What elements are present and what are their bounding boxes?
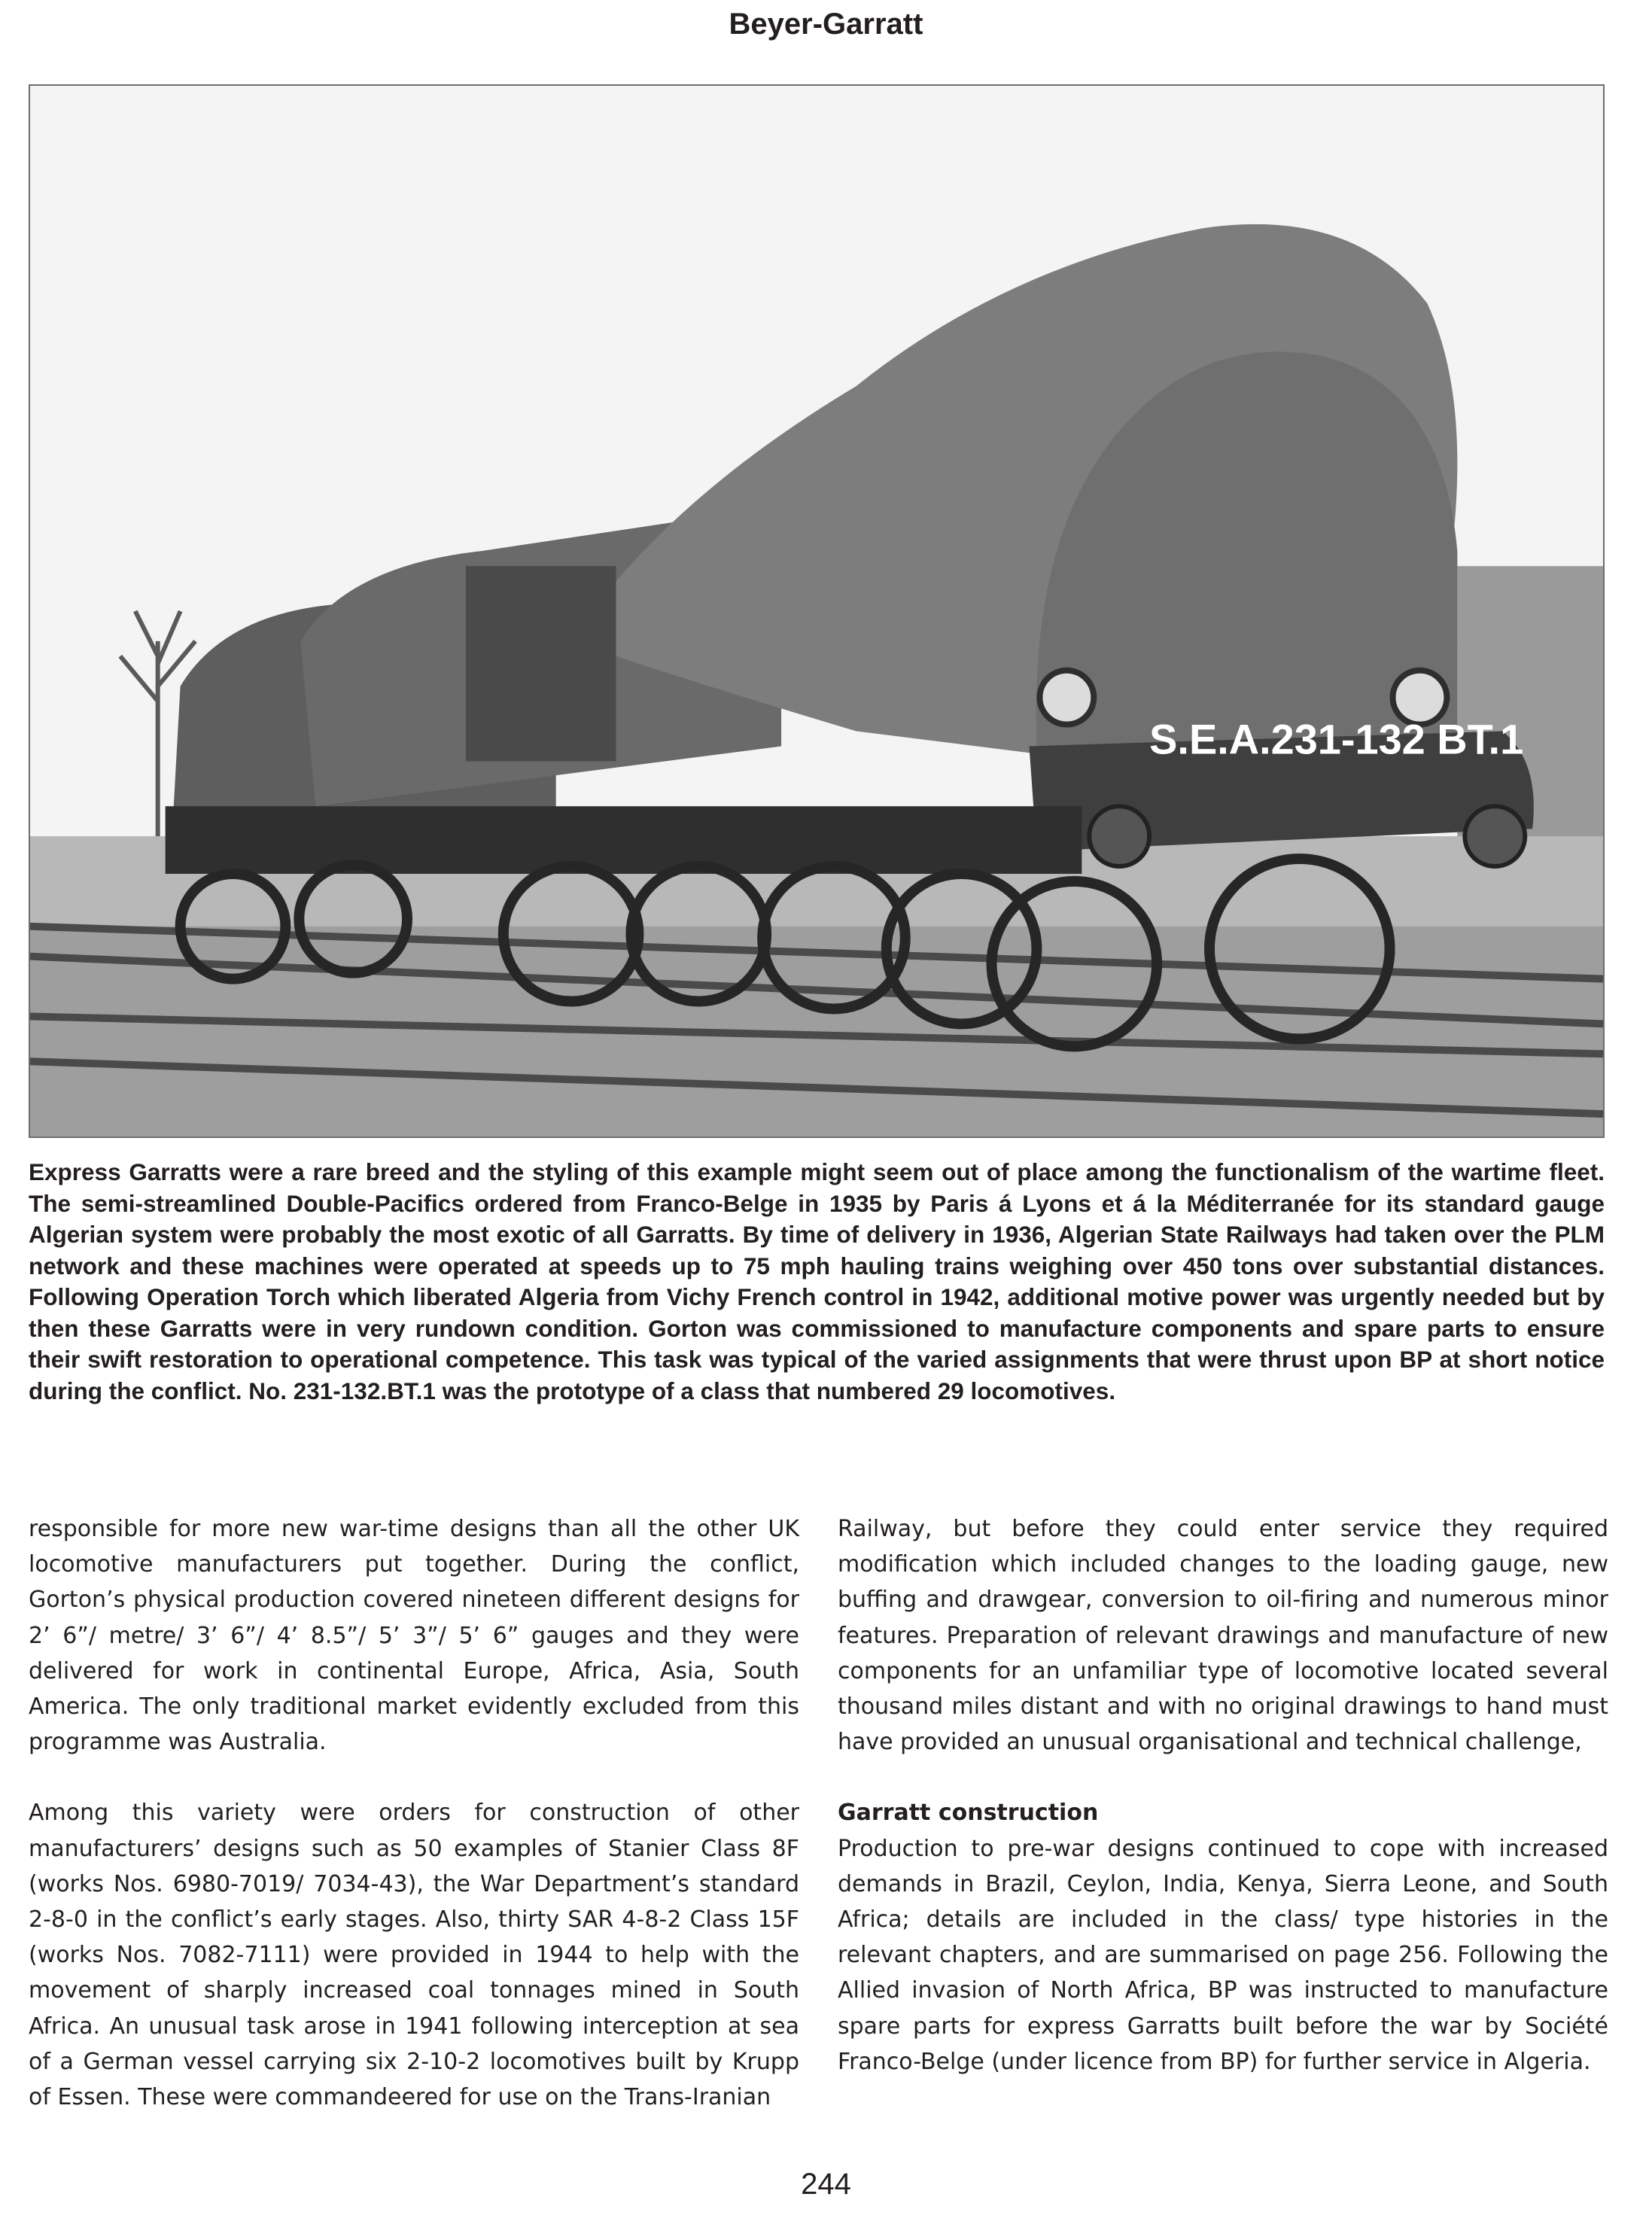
section-heading: Garratt construction: [838, 1800, 1099, 1827]
right-paragraph-1: Railway, but before they could enter service they required modification which included changes to the loading gauge, new buffing and drawgear, conversion to oil-firing and numerous minor features. Preparation of relevant drawings and manufacture of new components for an unfamiliar type of locomotive located several thousand miles distant and with no original drawings to hand must have provided an unusual organisational and technical challenge,: [838, 1516, 1608, 1756]
locomotive-photo: [29, 84, 1605, 1138]
photo-caption: Express Garratts were a rare breed and the styling of this example might seem out of place among the functionalism of the wartime fleet. The semi-streamlined Double-Pacifics ordered from Franco-Belge in 1935 by Paris á Lyons et á la Méditerranée for its standard gauge Algerian system were probably the most exotic of all Garratts. By time of delivery in 1936, Algerian State Railways had taken over the PLM network and these machines were operated at speeds up to 75 mph hauling trains weighing over 450 tons over substantial distances. Following Operation Torch which liberated Algeria from Vichy French control in 1942, additional motive power was urgently needed but by then these Garratts were in very rundown condition. Gorton was commissioned to manufacture components and spare parts to ensure their swift restoration to operational competence. This task was typical of the varied assignments that were thrust upon BP at short notice during the conflict. No. 231-132.BT.1 was the prototype of a class that numbered 29 locomotives.: [29, 1158, 1605, 1404]
left-paragraph-1: responsible for more new war-time designs than all the other UK locomotive manufacturers put together. During the conflict, Gorton’s physical production covered nineteen different designs for 2’ 6”/ metre/ 3’ 6”/ 4’ 8.5”/ 5’ 3”/ 5’ 6” gauges and they were delivered for work in continental Europe, Africa, Asia, South America. The only traditional market evidently excluded from this programme was Australia.: [29, 1516, 799, 1756]
number-plate: S.E.A.231-132 BT.1: [1149, 715, 1524, 763]
left-paragraph-2: Among this variety were orders for construction of other manufacturers’ designs such as 50 examples of Stanier Class 8F (works Nos. 6980-7019/ 7034-43), the War Department’s standard 2-8-0 in the conflict’s early stages. Also, thirty SAR 4-8-2 Class 15F (works Nos. 7082-7111) were provided in 1944 to help with the movement of sharply increased coal tonnages mined in South Africa. An unusual task arose in 1941 following interception at sea of a German vessel carrying six 2-10-2 locomotives built by Krupp of Essen. These were commandeered for use on the Trans-Iranian: [29, 1800, 799, 2111]
page-number: 244: [801, 2168, 851, 2201]
left-column: [29, 1511, 799, 2150]
running-header: Beyer-Garratt: [729, 8, 923, 41]
right-column: [838, 1511, 1608, 2115]
right-paragraph-2: Production to pre-war designs continued to cope with increased demands in Brazil, Ceylon, India, Kenya, Sierra Leone, and South Africa; details are included in the class/ type histories in the relevant chapters, and are summarised on page 256. Following the Allied invasion of North Africa, BP was instructed to manufacture spare parts for express Garratts built before the war by Société Franco-Belge (under licence from BP) for further service in Algeria.: [838, 1835, 1608, 2075]
